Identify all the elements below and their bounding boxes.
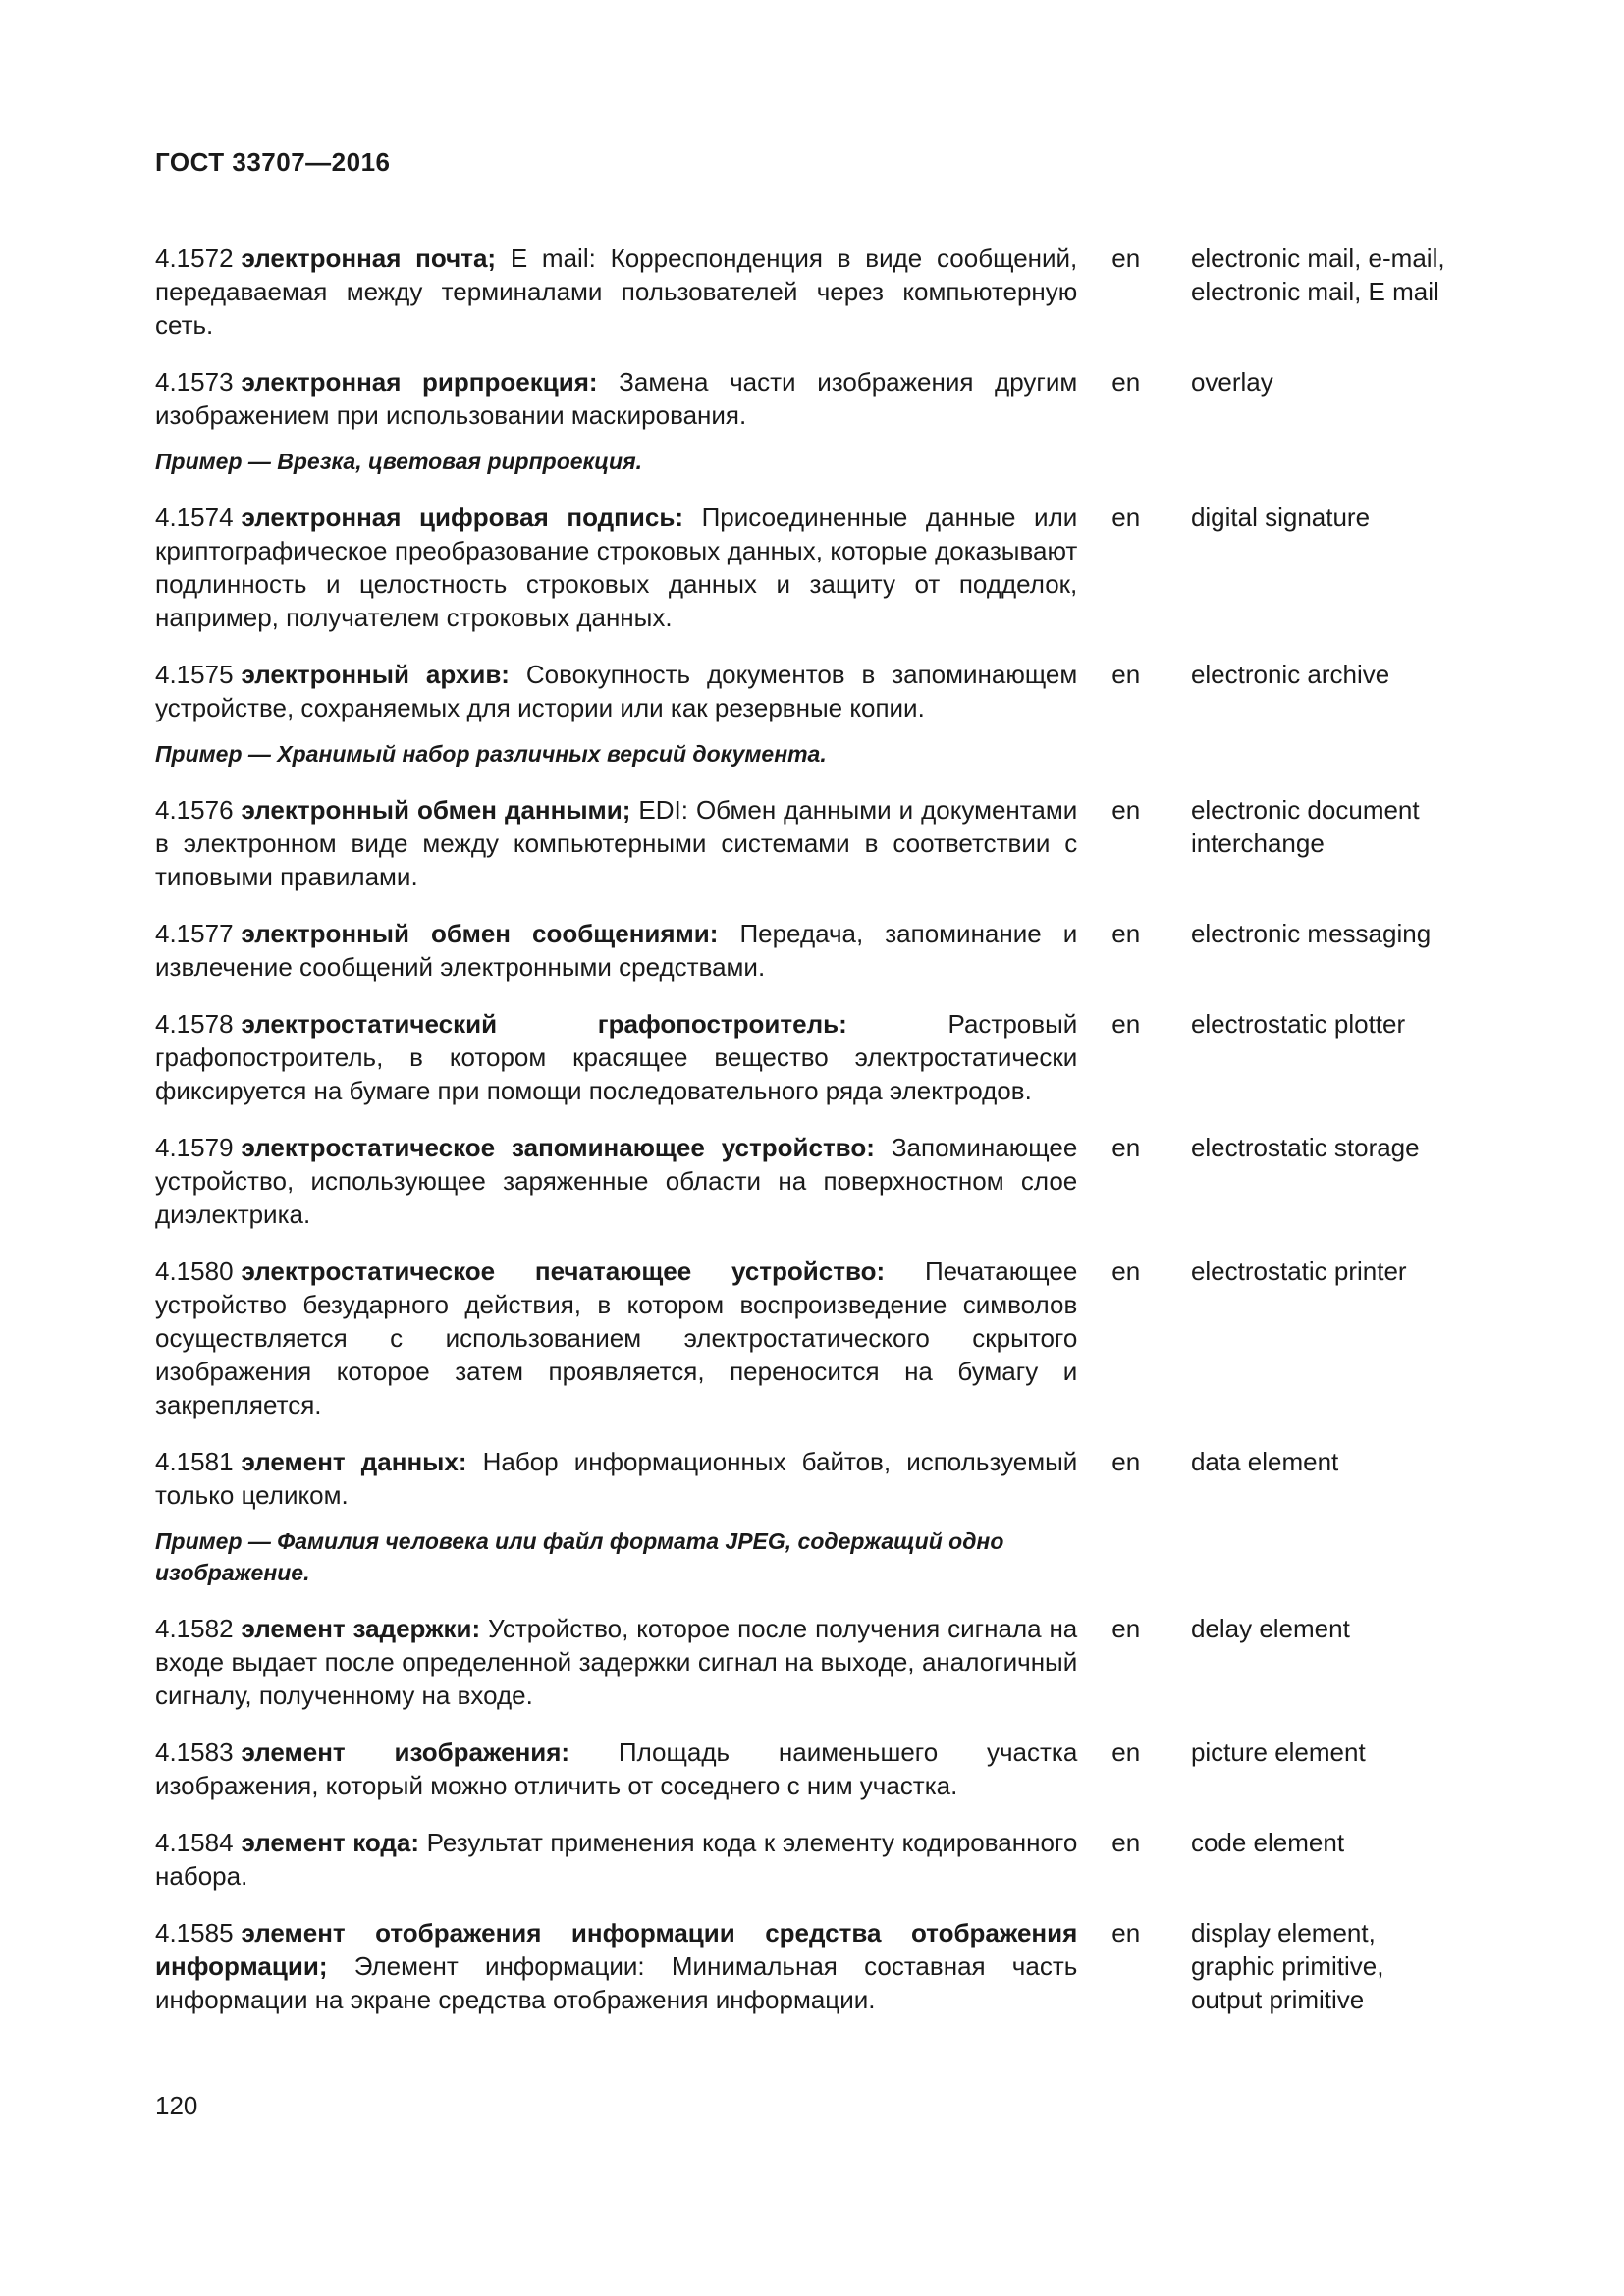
term-entry (155, 793, 1481, 893)
term-name: электростатическое печатающее устройство: (241, 1256, 886, 1286)
term-name: элемент отображения информации средства отображения информации; (155, 1918, 1078, 1981)
english-equivalent: code element (1190, 1828, 1345, 1857)
term-entry (155, 658, 1481, 724)
term-definition-text: Присоединенные данные или криптографическое преобразование строковых данных, которые доказывают подлинность и целостность строковых данных и защиту от подделок, например, получателем строковых данных. (155, 503, 1078, 632)
term-number: 4.1575 (155, 660, 234, 689)
term-name: элемент задержки: (241, 1614, 481, 1643)
term-definition (155, 1445, 1077, 1512)
term-definition (155, 917, 1077, 984)
term-definition (155, 658, 1077, 724)
term-definition-text: EDI: Обмен данными и документами в электронном виде между компьютерными системами в соответствии с типовыми правилами. (155, 795, 1078, 891)
term-number: 4.1582 (155, 1614, 234, 1643)
language-code: en (1111, 1614, 1141, 1643)
term-number: 4.1583 (155, 1737, 234, 1767)
term-definition (155, 793, 1077, 893)
term-definition (155, 1735, 1077, 1802)
term-number: 4.1576 (155, 795, 234, 825)
term-entry (155, 1916, 1481, 2016)
term-definition-text: Устройство, которое после получения сигнала на входе выдает после определенной задержки сигнал на выходе, аналогичный сигналу, полученному на входе. (155, 1614, 1078, 1710)
english-equivalent: digital signature (1190, 503, 1371, 532)
language-code: en (1111, 367, 1141, 397)
term-number: 4.1581 (155, 1447, 234, 1476)
term-entry (155, 1255, 1481, 1421)
term-definition-text: Растровый графопостроитель, в котором красящее вещество электростатически фиксируется на бумаге при помощи последовательного ряда электродов. (155, 1009, 1078, 1105)
language-code: en (1111, 503, 1141, 532)
term-number: 4.1574 (155, 503, 234, 532)
term-definition-text: Площадь наименьшего участка изображения, который можно отличить от соседнего с ним участка. (155, 1737, 1078, 1800)
term-example: Пример — Врезка, цветовая рирпроекция. (155, 449, 643, 474)
terms-list (155, 241, 1481, 2040)
english-equivalent: electronic archive (1190, 660, 1390, 689)
page-number: 120 (155, 2091, 198, 2120)
language-code: en (1111, 1447, 1141, 1476)
term-name: электронная почта; (241, 243, 497, 273)
term-entry (155, 1445, 1481, 1512)
term-number: 4.1572 (155, 243, 234, 273)
english-equivalent: overlay (1190, 367, 1273, 397)
term-entry (155, 1612, 1481, 1712)
term-definition-text: Результат применения кода к элементу кодированного набора. (155, 1828, 1078, 1891)
english-equivalent: electronic messaging (1190, 919, 1432, 948)
term-definition-text: Запоминающее устройство, использующее заряженные области на поверхностном слое диэлектрика. (155, 1133, 1078, 1229)
term-name: электронная цифровая подпись: (241, 503, 683, 532)
language-code: en (1111, 1009, 1141, 1039)
term-number: 4.1579 (155, 1133, 234, 1162)
language-code: en (1111, 660, 1141, 689)
language-code: en (1111, 795, 1141, 825)
term-definition (155, 365, 1077, 432)
term-definition-text: Совокупность документов в запоминающем устройстве, сохраняемых для истории или как резервные копии. (155, 660, 1078, 722)
term-number: 4.1573 (155, 367, 234, 397)
language-code: en (1111, 919, 1141, 948)
english-equivalent: electrostatic printer (1190, 1256, 1407, 1286)
term-name: электростатический графопостроитель: (241, 1009, 847, 1039)
term-definition (155, 501, 1077, 634)
term-definition-text: Печатающее устройство безударного действия, в котором воспроизведение символов осуществляется с использованием электростатического скрытого изображения которое затем проявляется, переносится на бумагу и закрепляется. (155, 1256, 1078, 1419)
entries-container (155, 241, 1481, 2016)
term-definition (155, 1612, 1077, 1712)
term-name: элемент кода: (241, 1828, 420, 1857)
language-code: en (1111, 243, 1141, 273)
term-definition (155, 1131, 1077, 1231)
term-definition-text: Элемент информации: Минимальная составная часть информации на экране средства отображения информации. (155, 1951, 1078, 2014)
term-number: 4.1580 (155, 1256, 234, 1286)
term-entry (155, 917, 1481, 984)
language-code: en (1111, 1828, 1141, 1857)
english-equivalent: electronic document interchange (1190, 795, 1420, 858)
english-equivalent: delay element (1190, 1614, 1350, 1643)
term-definition (155, 241, 1077, 342)
language-code: en (1111, 1133, 1141, 1162)
term-name: элемент изображения: (241, 1737, 570, 1767)
term-definition (155, 1916, 1077, 2016)
english-equivalent: electronic mail, e-mail, electronic mail, E mail (1190, 243, 1445, 306)
term-number: 4.1585 (155, 1918, 234, 1948)
term-example: Пример — Хранимый набор различных версий документа. (155, 741, 827, 767)
term-number: 4.1577 (155, 919, 234, 948)
term-name: электронная рирпроекция: (241, 367, 598, 397)
document-header: ГОСТ 33707—2016 (155, 147, 391, 177)
term-number: 4.1578 (155, 1009, 234, 1039)
english-equivalent: data element (1190, 1447, 1339, 1476)
language-code: en (1111, 1737, 1141, 1767)
term-name: электронный обмен данными; (241, 795, 631, 825)
term-entry (155, 1131, 1481, 1231)
term-definition-text: Передача, запоминание и извлечение сообщений электронными средствами. (155, 919, 1078, 982)
term-name: электронный обмен сообщениями: (241, 919, 719, 948)
term-name: электростатическое запоминающее устройство: (241, 1133, 875, 1162)
term-definition (155, 1255, 1077, 1421)
english-equivalent: picture element (1190, 1737, 1366, 1767)
language-code: en (1111, 1256, 1141, 1286)
term-entry (155, 241, 1481, 342)
term-entry (155, 1735, 1481, 1802)
english-equivalent: electrostatic storage (1190, 1133, 1420, 1162)
term-definition-text: E mail: Корреспонденция в виде сообщений, передаваемая между терминалами пользователей через компьютерную сеть. (155, 243, 1078, 340)
term-definition-text: Замена части изображения другим изображением при использовании маскирования. (155, 367, 1078, 430)
term-entry (155, 1826, 1481, 1893)
term-name: электронный архив: (241, 660, 510, 689)
term-entry (155, 501, 1481, 634)
term-definition (155, 1826, 1077, 1893)
language-code: en (1111, 1918, 1141, 1948)
term-entry (155, 365, 1481, 432)
term-number: 4.1584 (155, 1828, 234, 1857)
term-definition (155, 1007, 1077, 1107)
term-entry (155, 1007, 1481, 1107)
english-equivalent: display element, graphic primitive, output primitive (1190, 1918, 1384, 2014)
term-name: элемент данных: (241, 1447, 467, 1476)
term-definition-text: Набор информационных байтов, используемый только целиком. (155, 1447, 1078, 1510)
english-equivalent: electrostatic plotter (1190, 1009, 1406, 1039)
term-example: Пример — Фамилия человека или файл формата JPEG, содержащий одно изображение. (155, 1528, 1004, 1585)
